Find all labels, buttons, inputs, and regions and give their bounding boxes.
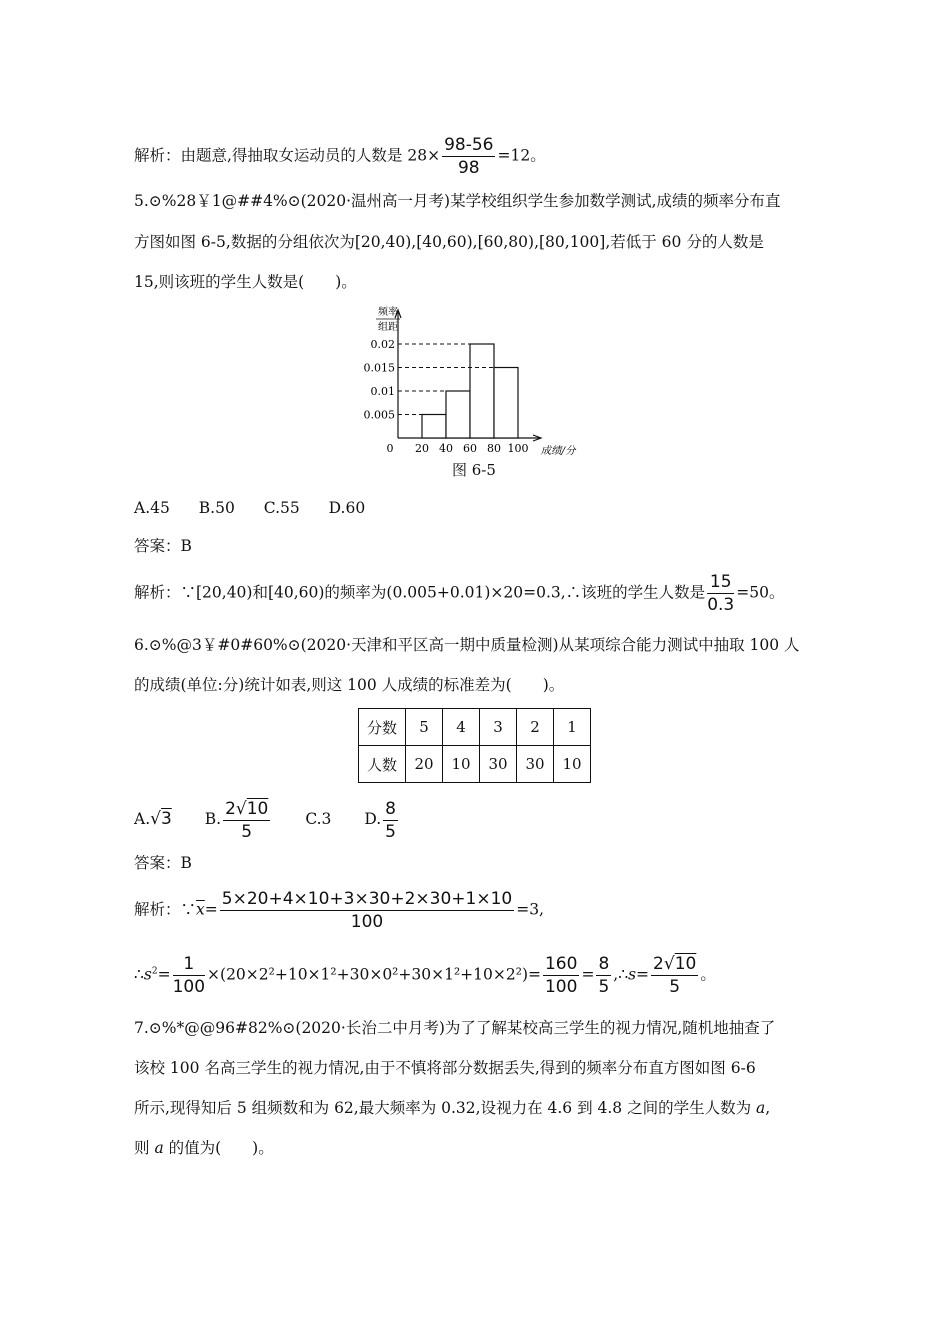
y-tick-label: 0.01 — [370, 385, 395, 398]
table-cell: 3 — [480, 709, 517, 746]
x-tick-label: 40 — [439, 442, 453, 455]
y-axis-label-top: 频率 — [378, 307, 398, 318]
q7-line-1: 7.⊙%*@@96#82%⊙(2020·长治二中月考)为了了解某校高三学生的视力情况,随机地抽查了 — [134, 1019, 776, 1037]
q6-solution-1: 解析：$\because\overline{x}=$ $\frac{5\times 20+4\times 10+3\times 30+2\times 30+1\times 10}{100}$ =3, — [134, 889, 544, 932]
q5-options — [134, 497, 365, 519]
q6-answer: 答案：B — [134, 854, 192, 872]
histogram-bar — [470, 344, 494, 438]
x-tick-label: 80 — [487, 442, 501, 455]
q6-options — [134, 797, 400, 843]
table-row — [359, 746, 591, 783]
q5-answer: 答案：B — [134, 537, 192, 555]
q5-line-1: 5.⊙%28￥1@##4%⊙(2020·温州高一月考)某学校组织学生参加数学测试,成绩的频率分布直 — [134, 192, 781, 210]
table-cell: 2 — [517, 709, 554, 746]
y-tick-label: 0.02 — [370, 338, 395, 351]
table-cell: 10 — [443, 746, 480, 783]
y-tick-label: 0.005 — [363, 408, 395, 422]
y-tick-label: 0.015 — [363, 361, 395, 375]
option-b: B. $\frac{2√10}{5}$ — [204, 798, 269, 842]
x-tick-label: 60 — [463, 442, 477, 455]
score-table — [358, 708, 591, 783]
table-cell: 30 — [480, 746, 517, 783]
table-cell: 4 — [443, 709, 480, 746]
histogram-figure — [350, 302, 590, 462]
q5-solution-fraction: $\frac{15}{0.3}$ — [707, 572, 735, 615]
q7-line-2: 该校 100 名高三学生的视力情况,由于不慎将部分数据丢失,得到的频率分布直方图如图 6-6 — [134, 1059, 756, 1077]
table-cell: 人数 — [359, 746, 406, 783]
table-cell: 分数 — [359, 709, 406, 746]
option-d: D. $\frac{8}{5}$ — [364, 798, 396, 842]
table-cell: 5 — [406, 709, 443, 746]
q4-solution-line: 解析：由题意,得抽取女运动员的人数是 28× $\frac{98-56}{98}$ =12。 — [134, 135, 546, 178]
histogram-bar — [494, 368, 518, 439]
histogram-bar — [422, 415, 446, 439]
histogram-bar — [446, 391, 470, 438]
y-axis-label-bottom: 组距 — [378, 322, 398, 333]
q7-line-4: 则 a 的值为( )。 — [134, 1139, 274, 1157]
option-b: B.50 — [198, 499, 235, 517]
option-c: C.3 — [305, 810, 332, 828]
option-d: D.60 — [328, 499, 366, 517]
x-axis-label: 成绩/分 — [540, 445, 576, 457]
q4-fraction: $\frac{98-56}{98}$ — [444, 135, 494, 178]
option-a: A.√3 — [134, 809, 172, 829]
option-c: C.55 — [263, 499, 300, 517]
table-cell: 20 — [406, 746, 443, 783]
table-cell: 1 — [554, 709, 591, 746]
table-cell: 30 — [517, 746, 554, 783]
table-row — [359, 709, 591, 746]
q6-line-1: 6.⊙%@3￥#0#60%⊙(2020·天津和平区高一期中质量检测)从某项综合能力测试中抽取 100 人 — [134, 636, 800, 654]
q6-line-2: 的成绩(单位:分)统计如表,则这 100 人成绩的标准差为( )。 — [134, 676, 565, 694]
table-cell: 10 — [554, 746, 591, 783]
x-tick-label: 100 — [507, 442, 529, 455]
q5-line-2: 方图如图 6-5,数据的分组依次为[20,40),[40,60),[60,80),[80,100],若低于 60 分的人数是 — [134, 233, 764, 251]
origin-label: 0 — [386, 442, 394, 455]
option-a: A.45 — [134, 499, 170, 517]
q5-solution: 解析：∵[20,40)和[40,60)的频率为(0.005+0.01)×20=0.3,∴该班的学生人数是 $\frac{15}{0.3}$ =50。 — [134, 572, 785, 615]
x-tick-label: 20 — [415, 442, 429, 455]
q5-line-3: 15,则该班的学生人数是( )。 — [134, 273, 357, 291]
figure-caption: 图 6-5 — [452, 461, 496, 479]
q6-solution-2: $\therefore s^2=$ $\frac{1}{100}$ ×(20×2²+10×1²+30×0²+30×1²+10×2²)= $\frac{160}{100}$ = $\frac{8}{5}$ ,∴s= $\frac{2√10}{5}$ 。 — [134, 954, 716, 997]
q7-line-3: 所示,现得知后 5 组频数和为 62,最大频率为 0.32,设视力在 4.6 到 4.8 之间的学生人数为 a, — [134, 1099, 771, 1117]
